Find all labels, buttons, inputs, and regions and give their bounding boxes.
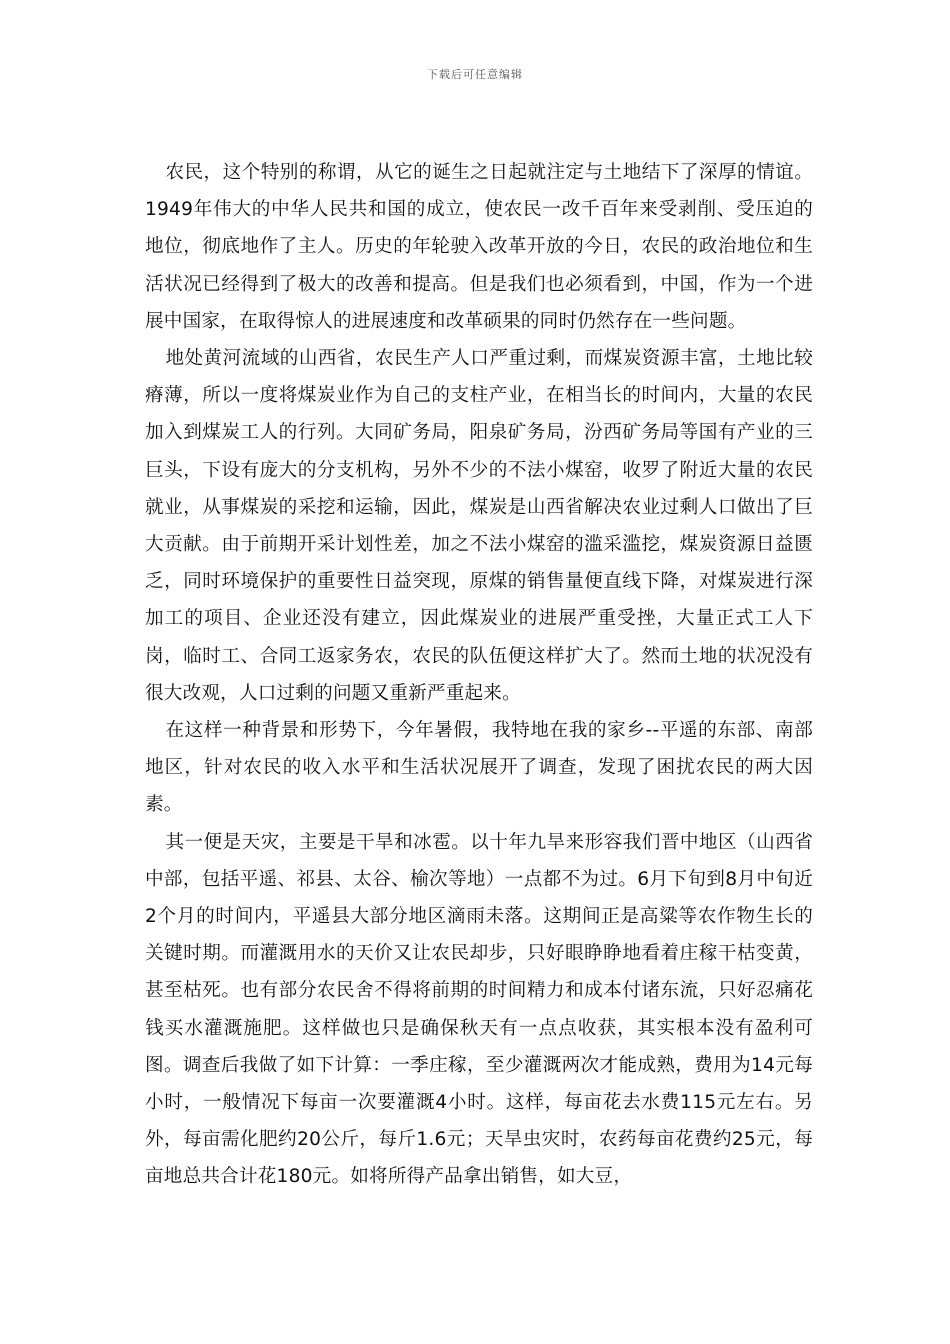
- paragraph-survey: 在这样一种背景和形势下，今年暑假，我特地在我的家乡--平遥的东部、南部地区，针对农民的收入水平和生活状况展开了调查，发现了困扰农民的两大因素。: [145, 720, 813, 816]
- paragraph-intro: 农民，这个特别的称谓，从它的诞生之日起就注定与土地结下了深厚的情谊。1949年伟大的中华人民共和国的成立，使农民一改千百年来受剥削、受压迫的地位，彻底地作了主人。历史的年轮驶入改革开放的今日，农民的政治地位和生活状况已经得到了极大的改善和提高。但是我们也必须看到，中国，作为一个进展中国家，在取得惊人的进展速度和改革硕果的同时仍然存在一些问题。: [145, 162, 813, 332]
- paragraph-shanxi-coal: 地处黄河流域的山西省，农民生产人口严重过剩，而煤炭资源丰富，土地比较瘠薄，所以一度将煤炭业作为自己的支柱产业，在相当长的时间内，大量的农民加入到煤炭工人的行列。大同矿务局，阳泉矿务局，汾西矿务局等国有产业的三巨头，下设有庞大的分支机构，另外不少的不法小煤窑，收罗了附近大量的农民就业，从事煤炭的采挖和运输，因此，煤炭是山西省解决农业过剩人口做出了巨大贡献。由于前期开采计划性差，加之不法小煤窑的滥采滥挖，煤炭资源日益匮乏，同时环境保护的重要性日益突现，原煤的销售量便直线下降，对煤炭进行深加工的项目、企业还没有建立，因此煤炭业的进展严重受挫，大量正式工人下岗，临时工、合同工返家务农，农民的队伍便这样扩大了。然而土地的状况没有很大改观，人口过剩的问题又重新严重起来。: [145, 348, 813, 704]
- page-header: 下载后可任意编辑: [427, 68, 523, 81]
- document-body: [145, 154, 813, 1196]
- paragraph-drought: 其一便是天灾，主要是干旱和冰雹。以十年九旱来形容我们晋中地区（山西省中部，包括平遥、祁县、太谷、榆次等地）一点都不为过。6月下旬到8月中旬近2个月的时间内，平遥县大部分地区滴雨未落。这期间正是高粱等农作物生长的关键时期。而灌溉用水的天价又让农民却步，只好眼睁睁地看着庄稼干枯变黄，甚至枯死。也有部分农民舍不得将前期的时间精力和成本付诸东流，只好忍痛花钱买水灌溉施肥。这样做也只是确保秋天有一点点收获，其实根本没有盈利可图。调查后我做了如下计算：一季庄稼，至少灌溉两次才能成熟，费用为14元每小时，一般情况下每亩一次要灌溉4小时。这样，每亩花去水费115元左右。另外，每亩需化肥约20公斤，每斤1.6元；天旱虫灾时，农药每亩花费约25元，每亩地总共合计花180元。如将所得产品拿出销售，如大豆，: [145, 831, 813, 1188]
